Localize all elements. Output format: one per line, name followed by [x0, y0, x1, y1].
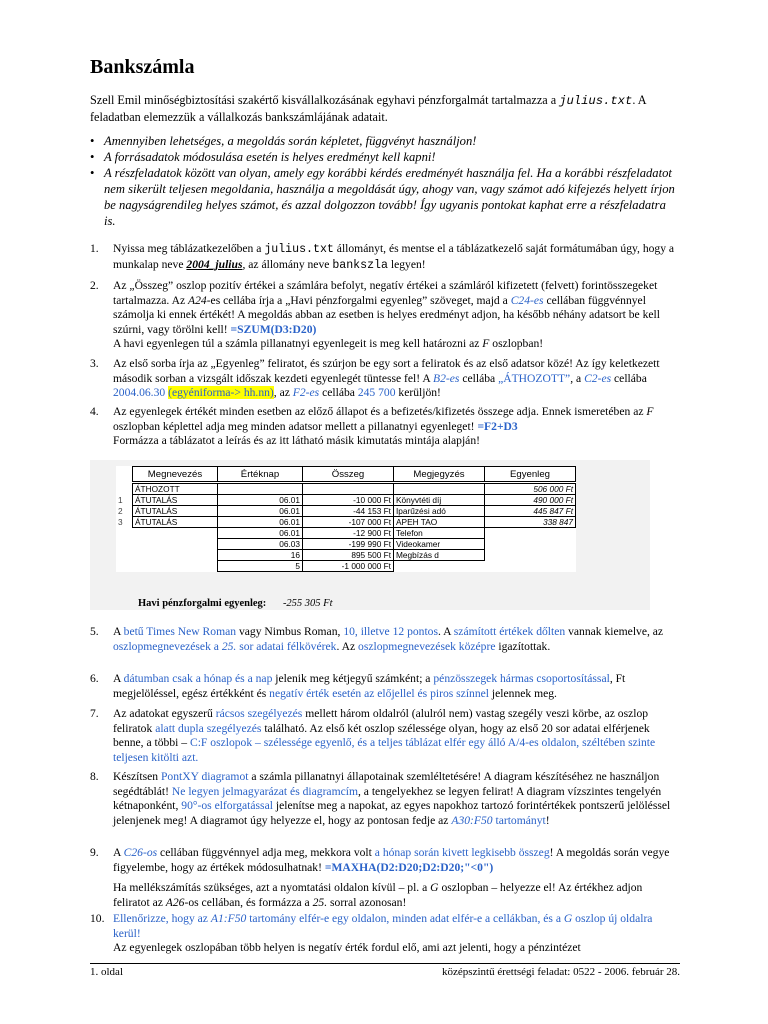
formula: =SZUM(D3:D20)	[230, 322, 317, 336]
intro-text-end: . A feladatban elemezzük a vállalkozás bankszámlájának adatait.	[90, 93, 646, 124]
blue-text: A30:F50	[451, 813, 493, 827]
intro-paragraph	[90, 93, 680, 125]
task-5	[90, 625, 680, 654]
task-number: 2.	[90, 279, 99, 292]
cell-date: 5	[218, 561, 303, 572]
task-text: mellett három oldalról (alulról nem) vastag szegély veszi körbe, az oszlop feliratok	[113, 707, 649, 735]
cell-balance	[485, 539, 576, 550]
cell-ref: F2-es	[292, 386, 320, 400]
page-title: Bankszámla	[90, 56, 195, 78]
blue-text: 10, illetve 12 pontos	[343, 625, 438, 638]
exam-info: középszintű érettségi feladat: 0522 - 2006. február 28.	[442, 966, 680, 978]
row-number: 2	[118, 506, 123, 516]
task-text: oszlopban!	[492, 337, 544, 351]
task-text: A	[113, 846, 121, 859]
row-number	[116, 561, 133, 572]
task-text: . Az	[336, 639, 356, 653]
task-text: Az első sorba írja az „Egyenleg” feliratot, és szúrjon be egy sort a feliratok és az első adatsor közé! Az így keletkezett második sorban a vizsgált időszak kezdeti egyenlegét tüntesse fel! A	[113, 357, 660, 385]
task-text: cellába	[462, 371, 496, 385]
cell-note: APEH TAO	[394, 517, 485, 528]
cell-balance: 445 847 Ft	[485, 506, 576, 517]
table-row	[116, 550, 576, 561]
blue-text: PontXY diagramot	[160, 770, 249, 783]
task-number: 1.	[90, 242, 99, 255]
task-number: 9.	[90, 846, 99, 859]
blue-text: betű Times New Roman	[123, 625, 237, 638]
cell-date: 06.03	[218, 539, 303, 550]
cell-ref: C26-os	[123, 846, 158, 859]
value-text: „ÁTHOZOTT”	[498, 371, 571, 385]
cell-ref: B2-es	[433, 371, 460, 385]
column-ref: F	[646, 405, 654, 418]
task-text: Az egyenlegek oszlopában több helyen is negatív érték fordul elő, ami azt jelenti, hogy a pénzintézet	[113, 941, 581, 955]
task-text: , a tengelyekhez se legyen felirat! A diagram vízszintes tengelyén kétnaponként,	[113, 784, 662, 813]
cell-name	[133, 550, 218, 561]
blue-text: számított értékek dőlten	[453, 625, 566, 638]
cell-amount: -10 000 Ft	[303, 495, 394, 506]
blue-text: 25.	[221, 639, 237, 653]
blue-text: sor adatai félkövérek	[239, 639, 337, 653]
task-text: Nyissa meg táblázatkezelőben a	[113, 242, 262, 255]
cell-amount: -199 990 Ft	[303, 539, 394, 550]
blue-text: a hónap során kivett legkisebb összeg	[374, 846, 550, 859]
task-text: Az adatokat egyszerű	[113, 707, 213, 720]
task-4	[90, 405, 680, 449]
task-8	[90, 770, 680, 828]
blue-text: negatív érték esetén az előjellel és piros színnel	[269, 686, 490, 700]
cell-amount: 895 500 Ft	[303, 550, 394, 561]
cell-note	[394, 561, 485, 572]
formula: =MAXHA(D2:D20;D2:D20;"<0")	[324, 860, 494, 874]
task-text: jelennek meg.	[491, 686, 557, 700]
task-text: Ha mellékszámítás szükséges, azt a nyomtatási oldalon kívül – pl. a	[113, 881, 428, 895]
cell-date: 06.01	[218, 528, 303, 539]
cell-date: 06.01	[218, 506, 303, 517]
table-row	[116, 506, 576, 517]
task-text: kerüljön!	[398, 386, 441, 400]
cell-note: Iparűzési adó	[394, 506, 485, 517]
blue-text: oszlopmegnevezések a	[113, 639, 219, 653]
blue-text: Ne legyen jelmagyarázat és diagramcím	[171, 784, 358, 798]
task-text: sorral azonosan!	[330, 895, 407, 909]
table-row	[116, 495, 576, 506]
task-text: legyen!	[390, 257, 426, 271]
cell-name: ÁTUTALÁS	[133, 495, 218, 506]
page-number: 1. oldal	[90, 966, 123, 978]
cell-name: ÁTHOZOTT	[133, 483, 218, 495]
cell-date: 06.01	[218, 495, 303, 506]
blue-text: alatt dupla szegélyezés	[155, 721, 262, 735]
cell-amount: -44 153 Ft	[303, 506, 394, 517]
cell-balance: 506 000 Ft	[485, 483, 576, 495]
blue-text: rácsos szegélyezés	[215, 707, 303, 720]
task-text: oszlopban képlettel adja meg minden adatsor mellett a pillanatnyi egyenleget!	[113, 419, 475, 433]
task-text: A havi egyenlegen túl a számla pillanatnyi egyenlegeit is meg kell határozni az	[113, 337, 480, 351]
task-number: 6.	[90, 672, 99, 685]
table-row	[116, 528, 576, 539]
cell-balance: 490 000 Ft	[485, 495, 576, 506]
instruction-item: • Amennyiben lehetséges, a megoldás során képletet, függvényt használjon!	[90, 133, 680, 149]
intro-filename: julius.txt	[559, 94, 633, 108]
cell-date: 16	[218, 550, 303, 561]
table-header-row	[116, 467, 576, 483]
instructions-list	[90, 133, 680, 229]
task-text: Formázza a táblázatot a leírás és az itt látható másik kimutatás mintája alapján!	[113, 434, 480, 448]
task-10	[90, 912, 680, 956]
instruction-item: • A részfeladatok között van olyan, amely egy korábbi kérdés eredményét használja fel. Ha a korábbi részfeladatot nem sikerült teljesen megoldania, használja a megoldását úgy, ahogy van, vagy számot adó kifejezés helyett írjon be nagyságrendileg helyes számot, és azzal dolgozzon tovább! Így ugyanis pontokat kaphat erre a részfeladatra is.	[90, 165, 680, 229]
blue-text: dátumban csak a hónap és a nap	[123, 672, 273, 685]
column-header: Megnevezés	[133, 467, 218, 483]
cell-note: Telefon	[394, 528, 485, 539]
task-text: cellába	[614, 371, 647, 385]
row-number	[116, 539, 133, 550]
sample-table-figure	[90, 460, 650, 615]
file-name: bankszla	[332, 258, 388, 272]
cell-balance	[485, 550, 576, 561]
task-text: cellában függvénnyel adja meg, mekkora volt	[160, 846, 372, 859]
task-text: A	[113, 625, 121, 638]
task-text: -es cellába írja a „Havi pénzforgalmi egyenleg” szöveget, majd a	[206, 293, 508, 307]
task-text: , a	[570, 371, 582, 385]
task-text: cellában függvénnyel számolja ki ennek értékét! A megoldás abban az esetben is helyes eredményt adjon, ha később néhány adatsort be kell szúrni, vagy törölni kell!	[113, 293, 660, 336]
task-9	[90, 846, 680, 910]
balance-label: Havi pénzforgalmi egyenleg:	[138, 598, 267, 609]
task-text: oszlopban – helyezze el! Az értékhez adjon feliratot az	[113, 881, 643, 909]
cell-note	[394, 483, 485, 495]
column-header: Egyenleg	[485, 467, 576, 483]
cell-name	[133, 539, 218, 550]
highlight-note: (egyéniforma-> hh.nn)	[168, 386, 274, 400]
task-text: -os cellában, és formázza a	[184, 895, 310, 909]
cell-amount	[303, 483, 394, 495]
value-date: 2004.06.30	[113, 386, 166, 400]
column-header: Megjegyzés	[394, 467, 485, 483]
cell-balance	[485, 561, 576, 572]
task-6	[90, 672, 680, 701]
column-header: Értéknap	[218, 467, 303, 483]
table-row	[116, 561, 576, 572]
task-text: cellába	[322, 386, 355, 400]
row-ref: 25.	[312, 895, 328, 909]
blue-text: Ellenőrizze, hogy az	[113, 912, 208, 925]
column-header: Összeg	[303, 467, 394, 483]
table-row	[116, 539, 576, 550]
cell-note: Videokamer	[394, 539, 485, 550]
task-number: 10.	[90, 912, 105, 925]
row-number	[116, 550, 133, 561]
cell-name	[133, 528, 218, 539]
cell-balance: 338 847	[485, 517, 576, 528]
cell-amount: -107 000 Ft	[303, 517, 394, 528]
intro-text: Szell Emil minőségbiztosítási szakértő kisvállalkozásának egyhavi pénzforgalmát tartalmazza a	[90, 93, 557, 107]
task-text: található. Az első két oszlop szélessége olyan, hogy az első 20 sor adatai elférjenek benne, a többi –	[113, 721, 650, 750]
task-text: , az	[273, 386, 290, 400]
cell-amount: -1 000 000 Ft	[303, 561, 394, 572]
cell-ref: A24	[188, 293, 207, 307]
blue-text: A1:F50	[210, 912, 247, 925]
blue-text: G	[563, 912, 573, 925]
blue-text: oszlopmegnevezések középre	[358, 639, 496, 653]
task-number: 7.	[90, 707, 99, 720]
balance-value: -255 305 Ft	[282, 598, 333, 609]
cell-name: ÁTUTALÁS	[133, 517, 218, 528]
task-text: vagy Nimbus Roman,	[238, 625, 341, 638]
task-text: Az „Összeg” oszlop pozitív értékei a számlára befolyt, negatív értékei a számláról kifizetett (felvett) forintösszegeket tartalmazza. Az	[113, 279, 658, 307]
task-2	[90, 279, 680, 352]
task-number: 8.	[90, 770, 99, 783]
formula: =F2+D3	[477, 419, 518, 433]
cell-note: Könyvtéti díj	[394, 495, 485, 506]
task-text: állományt, és mentse el a táblázatkezelő saját formátumában úgy, hogy a munkalap neve	[113, 242, 675, 271]
table-row	[116, 483, 576, 495]
task-text: a számla pillanatnyi állapotainak szemléltetésére! A diagram készítéséhez ne használjon segédtáblát!	[113, 770, 660, 798]
task-number: 4.	[90, 405, 99, 418]
row-number: 3	[118, 517, 123, 527]
cell-name	[133, 561, 218, 572]
cell-ref: A26	[165, 895, 185, 909]
blue-text: pénzösszegek hármas csoportosítással	[433, 672, 610, 685]
cell-ref: C24-es	[510, 293, 544, 307]
task-text: !	[545, 813, 550, 827]
column-ref: G	[430, 881, 439, 895]
task-number: 5.	[90, 625, 99, 638]
instruction-item: • A forrásadatok módosulása esetén is helyes eredményt kell kapni!	[90, 149, 680, 165]
blue-text: 90°-os elforgatással	[181, 799, 273, 813]
row-number	[116, 483, 133, 495]
cell-note: Megbízás d	[394, 550, 485, 561]
task-3	[90, 357, 680, 401]
column-ref: F	[482, 337, 490, 351]
task-text: , Ft megjelöléssel, egész értékként és	[113, 672, 626, 700]
row-number	[116, 467, 133, 483]
blue-text: tartományt	[495, 813, 546, 827]
row-number: 1	[118, 495, 123, 505]
task-1	[90, 242, 680, 273]
cell-date	[218, 483, 303, 495]
task-text: , az állomány neve	[242, 257, 330, 271]
cell-ref: C2-es	[584, 371, 612, 385]
page-footer	[90, 966, 680, 978]
sample-table	[116, 466, 576, 572]
cell-balance	[485, 528, 576, 539]
task-text: Készítsen	[113, 770, 159, 783]
task-text: ! A megoldás során vegye figyelembe, hogy az értékek módosulhatnak!	[113, 846, 670, 874]
task-text: igazítottak.	[498, 639, 551, 653]
task-text: jelenik meg kétjegyű számként; a	[275, 672, 431, 685]
task-number: 3.	[90, 357, 99, 370]
cell-amount: -12 900 Ft	[303, 528, 394, 539]
task-text: Az egyenlegek értékét minden esetben az előző állapot és a befizetés/kifizetés összege adja. Ennek ismeretében az	[113, 405, 644, 418]
task-filename: julius.txt	[264, 243, 334, 256]
sheet-name: 2004_julius	[186, 257, 243, 271]
task-text: jelenítse meg a napokat, az egyes napokhoz tartozó forintértékek pontszerű jelöléssel jelenjenek meg! A diagramot úgy helyezze el, hogy az pontosan fedje az	[113, 799, 671, 827]
blue-text: oszlop új oldalra kerül!	[113, 912, 653, 940]
value-amount: 245 700	[357, 386, 396, 400]
cell-name: ÁTUTALÁS	[133, 506, 218, 517]
blue-text: C:F oszlopok – szélessége egyenlő, és a teljes táblázat elfér egy álló A/4-es oldalon, széltében szinte teljesen kitölti azt.	[113, 736, 656, 764]
cell-date: 06.01	[218, 517, 303, 528]
task-7	[90, 707, 680, 765]
table-row	[116, 517, 576, 528]
row-number	[116, 528, 133, 539]
task-text: A	[113, 672, 121, 685]
figure-footer	[138, 598, 333, 609]
blue-text: tartomány elfér-e egy oldalon, minden adat elfér-e a cellákban, és a	[249, 912, 561, 925]
task-text: vannak kiemelve, az	[568, 625, 664, 638]
footer-divider	[90, 963, 680, 964]
task-text: . A	[438, 625, 451, 638]
